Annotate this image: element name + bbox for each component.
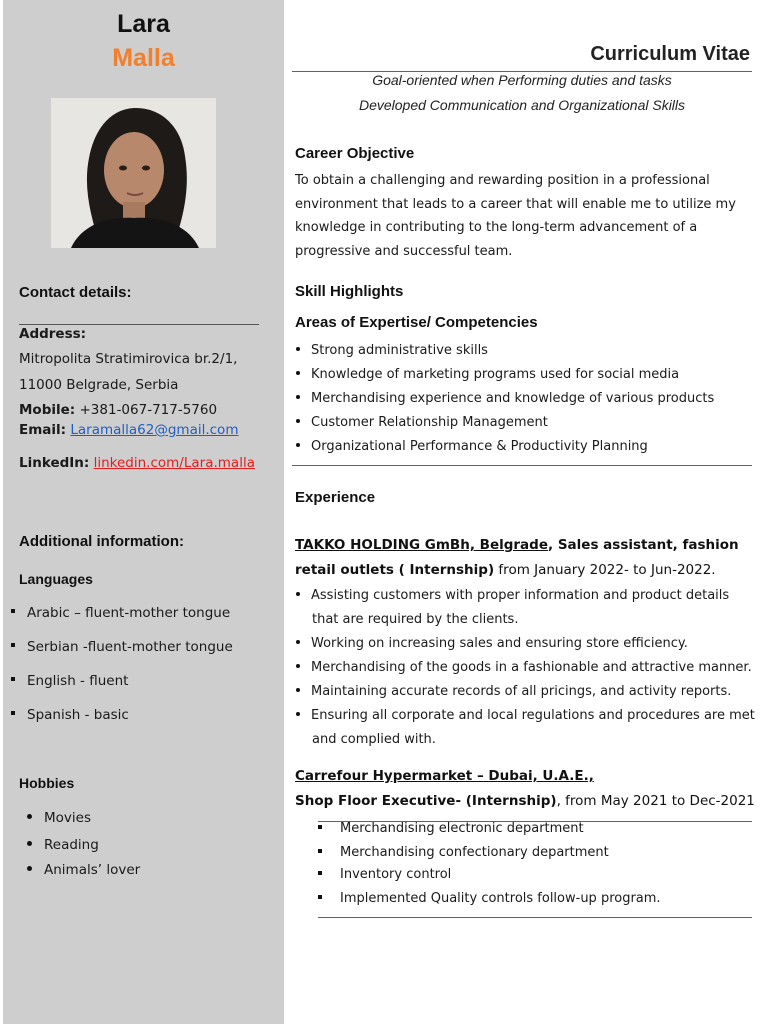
bullet-icon (296, 712, 300, 716)
address-line-2: 11000 Belgrade, Serbia (19, 377, 179, 393)
email-link[interactable]: Laramalla62@gmail.com (70, 422, 239, 438)
cv-title: Curriculum Vitae (590, 43, 750, 65)
portrait-icon (51, 98, 216, 248)
duty-item: Working on increasing sales and ensuring store efficiency. (296, 636, 688, 651)
hobby-item: Animals’ lover (27, 862, 140, 878)
job1-header-line2 (295, 562, 716, 578)
skills-divider (292, 465, 752, 466)
duty-item: Merchandising confectionary department (318, 845, 609, 860)
duty-item: Assisting customers with proper information and product details (296, 588, 729, 603)
linkedin-row (19, 455, 255, 471)
contact-divider (19, 324, 259, 325)
bullet-icon (296, 371, 300, 375)
bullet-icon (296, 347, 300, 351)
job2-title-line (295, 793, 755, 809)
bullet-icon (27, 866, 32, 871)
job2-divider-bottom (318, 917, 752, 918)
bullet-icon (296, 443, 300, 447)
square-bullet-icon (318, 825, 322, 829)
square-bullet-icon (318, 895, 322, 899)
linkedin-label: LinkedIn: (19, 455, 90, 471)
hobbies-heading: Hobbies (19, 775, 75, 791)
objective-line: knowledge in contributing to the long-term advancement of a (295, 220, 698, 235)
bullet-icon (296, 640, 300, 644)
square-bullet-icon (11, 643, 15, 647)
linkedin-link[interactable]: linkedin.com/Lara.malla (93, 455, 255, 471)
job1-title-part2: retail outlets ( Internship) (295, 562, 495, 578)
bullet-icon (296, 664, 300, 668)
tagline-1: Goal-oriented when Performing duties and tasks (372, 72, 672, 88)
duty-item-continued: that are required by the clients. (312, 612, 519, 627)
job2-company-line (295, 768, 594, 784)
job1-title-part1: , Sales assistant, fashion (548, 537, 739, 553)
mobile-number: +381-067-717-5760 (79, 402, 218, 418)
job1-company: TAKKO HOLDING GmBh, Belgrade (295, 537, 548, 553)
address-label: Address: (19, 326, 87, 342)
square-bullet-icon (11, 711, 15, 715)
skills-subheading: Areas of Expertise/ Competencies (295, 314, 538, 331)
profile-photo (51, 98, 216, 248)
languages-heading: Languages (19, 571, 93, 587)
experience-heading: Experience (295, 489, 376, 506)
language-item: Spanish - basic (11, 707, 129, 723)
objective-line: progressive and successful team. (295, 244, 513, 259)
objective-line: To obtain a challenging and rewarding position in a professional (295, 173, 710, 188)
duty-item: Inventory control (318, 867, 451, 882)
hobby-item: Reading (27, 837, 99, 853)
skill-item: Merchandising experience and knowledge of various products (296, 391, 714, 406)
language-item: Arabic – fluent-mother tongue (11, 605, 230, 621)
language-item: Serbian -fluent-mother tongue (11, 639, 233, 655)
square-bullet-icon (318, 849, 322, 853)
address-line-1: Mitropolita Stratimirovica br.2/1, (19, 351, 238, 367)
job1-dates: from January 2022- to Jun-2022. (494, 562, 716, 578)
bullet-icon (27, 841, 32, 846)
square-bullet-icon (11, 609, 15, 613)
bullet-icon (27, 814, 32, 819)
skill-item: Knowledge of marketing programs used for social media (296, 367, 679, 382)
objective-heading: Career Objective (295, 145, 415, 162)
contact-heading: Contact details: (19, 284, 132, 301)
sidebar (3, 0, 284, 1024)
square-bullet-icon (318, 871, 322, 875)
duty-item: Implemented Quality controls follow-up program. (318, 891, 661, 906)
skill-item: Strong administrative skills (296, 343, 488, 358)
job2-dates: , from May 2021 to Dec-2021 (556, 793, 755, 809)
objective-line: environment that leads to a career that will enable me to utilize my (295, 197, 736, 212)
duty-item: Ensuring all corporate and local regulations and procedures are met (296, 708, 755, 723)
email-label: Email: (19, 422, 67, 438)
duty-item-continued: and complied with. (312, 732, 436, 747)
first-name: Lara (117, 10, 170, 38)
bullet-icon (296, 395, 300, 399)
mobile-row (19, 402, 217, 418)
job2-title: Shop Floor Executive- (Internship) (295, 793, 557, 809)
skills-heading: Skill Highlights (295, 283, 404, 300)
bullet-icon (296, 592, 300, 596)
bullet-icon (296, 688, 300, 692)
hobby-item: Movies (27, 810, 91, 826)
language-item: English - fluent (11, 673, 128, 689)
duty-item: Merchandising electronic department (318, 821, 584, 836)
email-row (19, 422, 238, 438)
job1-header-line1 (295, 537, 739, 553)
additional-heading: Additional information: (19, 533, 184, 550)
skill-item: Organizational Performance & Productivity Planning (296, 439, 648, 454)
duty-item: Maintaining accurate records of all pricings, and activity reports. (296, 684, 731, 699)
bullet-icon (296, 419, 300, 423)
last-name: Malla (112, 44, 175, 72)
skill-item: Customer Relationship Management (296, 415, 548, 430)
tagline-2: Developed Communication and Organizational Skills (358, 97, 686, 113)
job2-company: Carrefour Hypermarket – Dubai, U.A.E., (295, 768, 594, 784)
mobile-label: Mobile: (19, 402, 76, 418)
square-bullet-icon (11, 677, 15, 681)
duty-item: Merchandising of the goods in a fashionable and attractive manner. (296, 660, 752, 675)
